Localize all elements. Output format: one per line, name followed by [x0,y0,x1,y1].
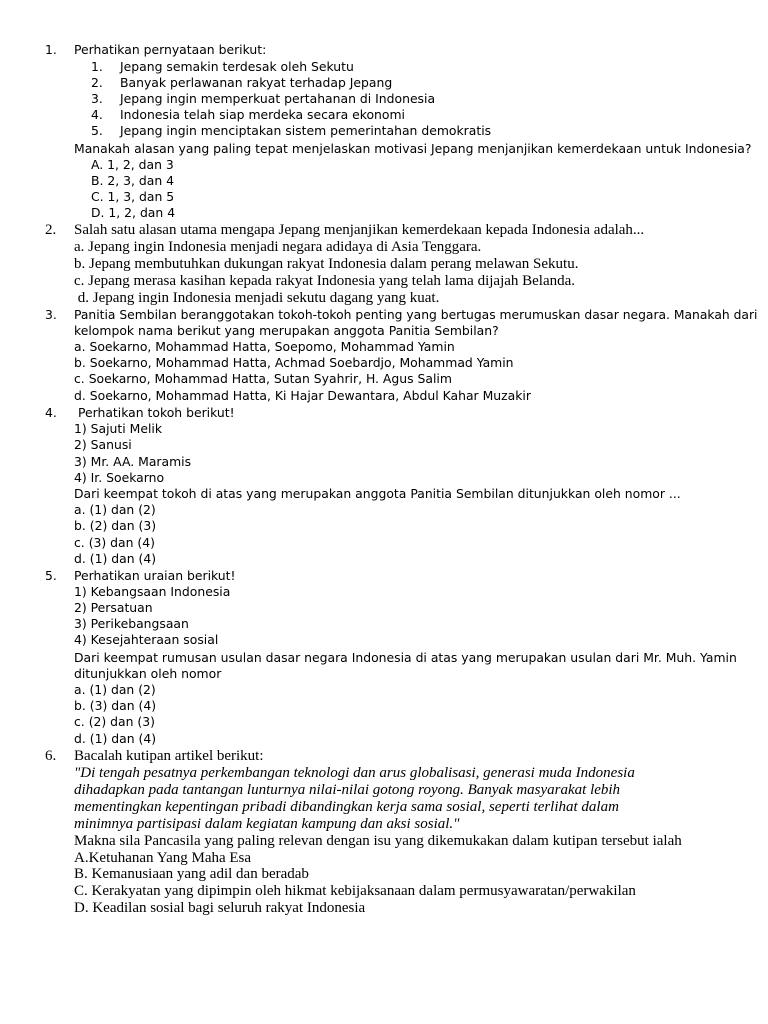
question-number: 1. [45,42,57,57]
answer-option: a. (1) dan (2) [74,502,156,517]
statement-number: 2. [91,75,103,90]
answer-option: D. Keadilan sosial bagi seluruh rakyat Indonesia [74,900,366,916]
answer-option: d. Jepang ingin Indonesia menjadi sekutu dagang yang kuat. [74,290,440,306]
question-prompt: Perhatikan tokoh berikut! [74,405,235,420]
answer-option: C. Kerakyatan yang dipimpin oleh hikmat kebijaksanaan dalam permusyawaratan/perwakilan [74,883,636,899]
statement-number: 4. [91,107,103,122]
list-item: 3) Mr. AA. Maramis [74,454,192,469]
statement-number: 5. [91,123,103,138]
quote-text: mementingkan kepentingan pribadi dibandingkan kerja sama sosial, seperti terlihat dalam [74,799,619,815]
list-item: 4) Kesejahteraan sosial [74,632,219,647]
question-number: 4. [45,405,57,420]
answer-option: a. (1) dan (2) [74,682,156,697]
list-item: 4) Ir. Soekarno [74,470,165,485]
question-prompt: Perhatikan uraian berikut! [74,568,236,583]
list-item: 1) Sajuti Melik [74,421,163,436]
answer-option: d. (1) dan (4) [74,551,157,566]
question-text: Makna sila Pancasila yang paling relevan dengan isu yang dikemukakan dalam kutipan tersebut ialah [74,833,682,849]
answer-option: B. 2, 3, dan 4 [91,173,175,188]
statement-text: Jepang semakin terdesak oleh Sekutu [120,59,354,74]
question-number: 3. [45,307,57,322]
answer-option: D. 1, 2, dan 4 [91,205,176,220]
statement-text: Banyak perlawanan rakyat terhadap Jepang [120,75,393,90]
quote-text: dihadapkan pada tantangan lunturnya nilai-nilai gotong royong. Banyak masyarakat lebih [74,782,621,798]
list-item: 2) Sanusi [74,437,132,452]
answer-option: A. 1, 2, dan 3 [91,157,174,172]
list-item: 1) Kebangsaan Indonesia [74,584,231,599]
question-number: 5. [45,568,57,583]
question-text: ditunjukkan oleh nomor [74,666,222,681]
question-prompt: Bacalah kutipan artikel berikut: [74,748,264,764]
answer-option: c. Soekarno, Mohammad Hatta, Sutan Syahrir, H. Agus Salim [74,371,452,386]
answer-option: c. Jepang merasa kasihan kepada rakyat Indonesia yang telah lama dijajah Belanda. [74,273,576,289]
answer-option: A.Ketuhanan Yang Maha Esa [74,850,252,866]
question-text: kelompok nama berikut yang merupakan anggota Panitia Sembilan? [74,323,499,338]
list-item: 3) Perikebangsaan [74,616,189,631]
answer-option: b. Jepang membutuhkan dukungan rakyat Indonesia dalam perang melawan Sekutu. [74,256,579,272]
answer-option: c. (2) dan (3) [74,714,155,729]
question-text: Panitia Sembilan beranggotakan tokoh-tokoh penting yang bertugas merumuskan dasar negara. Manakah dari [74,307,758,322]
answer-option: b. Soekarno, Mohammad Hatta, Achmad Soebardjo, Mohammad Yamin [74,355,514,370]
question-text: Manakah alasan yang paling tepat menjelaskan motivasi Jepang menjanjikan kemerdekaan untuk Indonesia? [74,141,752,156]
answer-option: a. Jepang ingin Indonesia menjadi negara adidaya di Asia Tenggara. [74,239,482,255]
question-number: 2. [45,222,57,238]
answer-option: b. (2) dan (3) [74,518,157,533]
statement-text: Jepang ingin memperkuat pertahanan di Indonesia [120,91,436,106]
statement-text: Jepang ingin menciptakan sistem pemerintahan demokratis [120,123,492,138]
answer-option: a. Soekarno, Mohammad Hatta, Soepomo, Mohammad Yamin [74,339,455,354]
answer-option: d. (1) dan (4) [74,731,157,746]
question-text: Salah satu alasan utama mengapa Jepang menjanjikan kemerdekaan kepada Indonesia adalah... [74,222,645,238]
question-prompt: Perhatikan pernyataan berikut: [74,42,267,57]
statement-text: Indonesia telah siap merdeka secara ekonomi [120,107,406,122]
quote-text: "Di tengah pesatnya perkembangan teknologi dan arus globalisasi, generasi muda Indonesia [74,765,635,781]
quote-text: minimnya partisipasi dalam kegiatan kampung dan aksi sosial." [74,816,460,832]
answer-option: B. Kemanusiaan yang adil dan beradab [74,866,309,882]
question-text: Dari keempat tokoh di atas yang merupakan anggota Panitia Sembilan ditunjukkan oleh nomor ... [74,486,681,501]
statement-number: 1. [91,59,103,74]
answer-option: b. (3) dan (4) [74,698,157,713]
question-text: Dari keempat rumusan usulan dasar negara Indonesia di atas yang merupakan usulan dari Mr. Muh. Yamin [74,650,737,665]
answer-option: d. Soekarno, Mohammad Hatta, Ki Hajar Dewantara, Abdul Kahar Muzakir [74,388,531,403]
list-item: 2) Persatuan [74,600,153,615]
answer-option: C. 1, 3, dan 5 [91,189,175,204]
answer-option: c. (3) dan (4) [74,535,155,550]
statement-number: 3. [91,91,103,106]
question-number: 6. [45,748,57,764]
